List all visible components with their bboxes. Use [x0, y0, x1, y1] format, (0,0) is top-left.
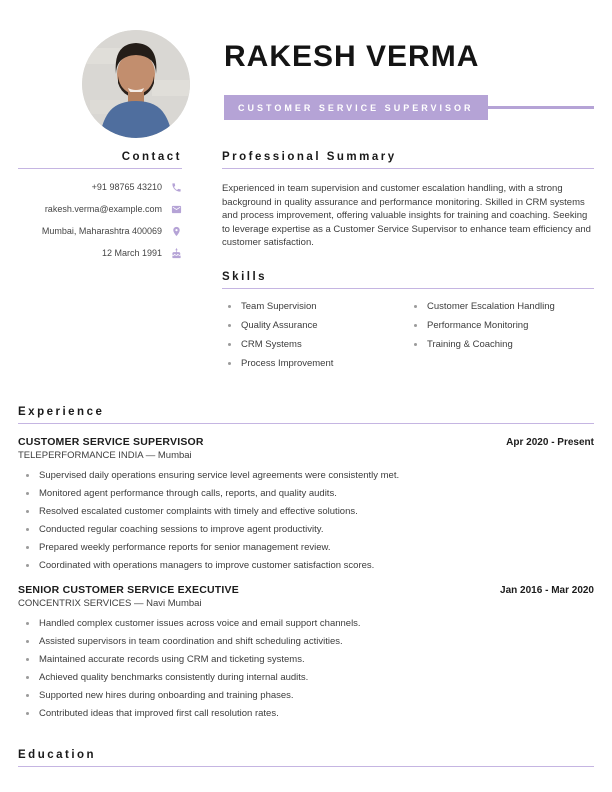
job-entry-1 [18, 436, 594, 572]
bullet-dot-icon [26, 694, 29, 697]
contact-row-phone [18, 181, 182, 193]
profile-photo-illustration [82, 30, 190, 138]
job-bullet [18, 636, 594, 648]
job-bullet [18, 506, 594, 518]
experience-section [0, 405, 612, 720]
birthday-cake-icon [171, 248, 182, 259]
bullet-dot-icon [414, 305, 417, 308]
job-bullet-list [18, 618, 594, 720]
skills-column-1 [222, 301, 408, 377]
skill-label: Process Improvement [241, 357, 334, 369]
bullet-dot-icon [26, 676, 29, 679]
bullet-text: Coordinated with operations managers to improve customer satisfaction scores. [39, 559, 375, 571]
contact-row-email [18, 203, 182, 215]
education-heading: Education [18, 748, 594, 767]
bullet-text: Prepared weekly performance reports for senior management review. [39, 541, 331, 553]
bullet-dot-icon [26, 474, 29, 477]
bullet-text: Assisted supervisors in team coordination and shift scheduling activities. [39, 635, 343, 647]
bullet-dot-icon [26, 528, 29, 531]
skill-item [222, 320, 408, 332]
location-pin-icon [171, 226, 182, 237]
job-bullet [18, 618, 594, 630]
upper-columns [0, 150, 612, 377]
job-dates: Jan 2016 - Mar 2020 [500, 584, 594, 596]
bullet-dot-icon [228, 324, 231, 327]
bullet-dot-icon [26, 658, 29, 661]
job-bullet-list [18, 470, 594, 572]
phone-icon [171, 182, 182, 193]
skill-label: Team Supervision [241, 300, 317, 312]
skills-columns [222, 301, 594, 377]
bullet-dot-icon [26, 564, 29, 567]
job-header [18, 436, 594, 448]
job-bullet [18, 708, 594, 720]
badge-accent-line [488, 106, 594, 109]
job-bullet [18, 470, 594, 482]
bullet-text: Achieved quality benchmarks consistently during internal audits. [39, 671, 309, 683]
address-value: Mumbai, Maharashtra 400069 [41, 226, 162, 236]
bullet-text: Resolved escalated customer complaints with timely and effective solutions. [39, 505, 358, 517]
contact-row-address [18, 225, 182, 237]
phone-value: +91 98765 43210 [91, 182, 162, 192]
skills-heading: Skills [222, 270, 594, 289]
candidate-name: RAKESH VERMA [224, 40, 480, 73]
skill-label: CRM Systems [241, 338, 302, 350]
skill-label: Training & Coaching [427, 338, 513, 350]
job-title: SENIOR CUSTOMER SERVICE EXECUTIVE [18, 583, 239, 596]
contact-list [18, 181, 182, 259]
profile-photo [82, 30, 190, 138]
bullet-text: Supported new hires during onboarding and training phases. [39, 689, 294, 701]
bullet-dot-icon [228, 362, 231, 365]
bullet-dot-icon [228, 305, 231, 308]
bullet-dot-icon [26, 640, 29, 643]
email-value: rakesh.verma@example.com [44, 204, 162, 214]
skill-label: Customer Escalation Handling [427, 300, 555, 312]
bullet-text: Conducted regular coaching sessions to improve agent productivity. [39, 523, 324, 535]
contact-row-birthdate [18, 247, 182, 259]
job-bullet [18, 560, 594, 572]
bullet-dot-icon [228, 343, 231, 346]
bullet-dot-icon [26, 712, 29, 715]
experience-heading: Experience [18, 405, 594, 424]
bullet-text: Monitored agent performance through calls, reports, and quality audits. [39, 487, 337, 499]
skill-item [222, 339, 408, 351]
skill-item [408, 339, 594, 351]
job-entry-2 [18, 584, 594, 720]
job-company: TELEPERFORMANCE INDIA — Mumbai [18, 449, 192, 461]
title-badge-row [224, 95, 594, 120]
contact-column [18, 150, 182, 269]
education-section [0, 748, 612, 767]
bullet-dot-icon [26, 546, 29, 549]
bullet-dot-icon [26, 622, 29, 625]
skill-item [222, 358, 408, 370]
job-bullet [18, 524, 594, 536]
job-bullet [18, 690, 594, 702]
resume-header [0, 0, 612, 150]
skills-column-2 [408, 301, 594, 377]
job-title-badge: CUSTOMER SERVICE SUPERVISOR [224, 95, 488, 120]
job-bullet [18, 654, 594, 666]
envelope-icon [171, 204, 182, 215]
skill-item [222, 301, 408, 313]
skills-section [222, 270, 594, 377]
bullet-dot-icon [414, 343, 417, 346]
bullet-text: Contributed ideas that improved first call resolution rates. [39, 707, 279, 719]
summary-heading: Professional Summary [222, 150, 594, 169]
skill-item [408, 301, 594, 313]
bullet-text: Supervised daily operations ensuring service level agreements were consistently met. [39, 469, 400, 481]
summary-skills-column [222, 150, 594, 377]
bullet-dot-icon [414, 324, 417, 327]
job-bullet [18, 488, 594, 500]
summary-text: Experienced in team supervision and customer escalation handling, with a strong background in quality assurance and performance monitoring. Skilled in CRM systems and process improvement, offering valuable insights for training and coaching. Seeking to leverage expertise as a Customer Service Supervisor to enhance team efficiency and customer satisfaction. [222, 183, 591, 248]
birthdate-value: 12 March 1991 [101, 248, 162, 258]
job-title: CUSTOMER SERVICE SUPERVISOR [18, 435, 204, 448]
job-dates: Apr 2020 - Present [506, 436, 594, 448]
contact-heading: Contact [18, 150, 182, 169]
bullet-text: Handled complex customer issues across voice and email support channels. [39, 617, 361, 629]
bullet-text: Maintained accurate records using CRM and ticketing systems. [39, 653, 305, 665]
skill-item [408, 320, 594, 332]
skill-label: Performance Monitoring [427, 319, 529, 331]
job-bullet [18, 542, 594, 554]
job-bullet [18, 672, 594, 684]
bullet-dot-icon [26, 510, 29, 513]
skill-label: Quality Assurance [241, 319, 318, 331]
job-company: CONCENTRIX SERVICES — Navi Mumbai [18, 597, 202, 609]
job-header [18, 584, 594, 596]
bullet-dot-icon [26, 492, 29, 495]
